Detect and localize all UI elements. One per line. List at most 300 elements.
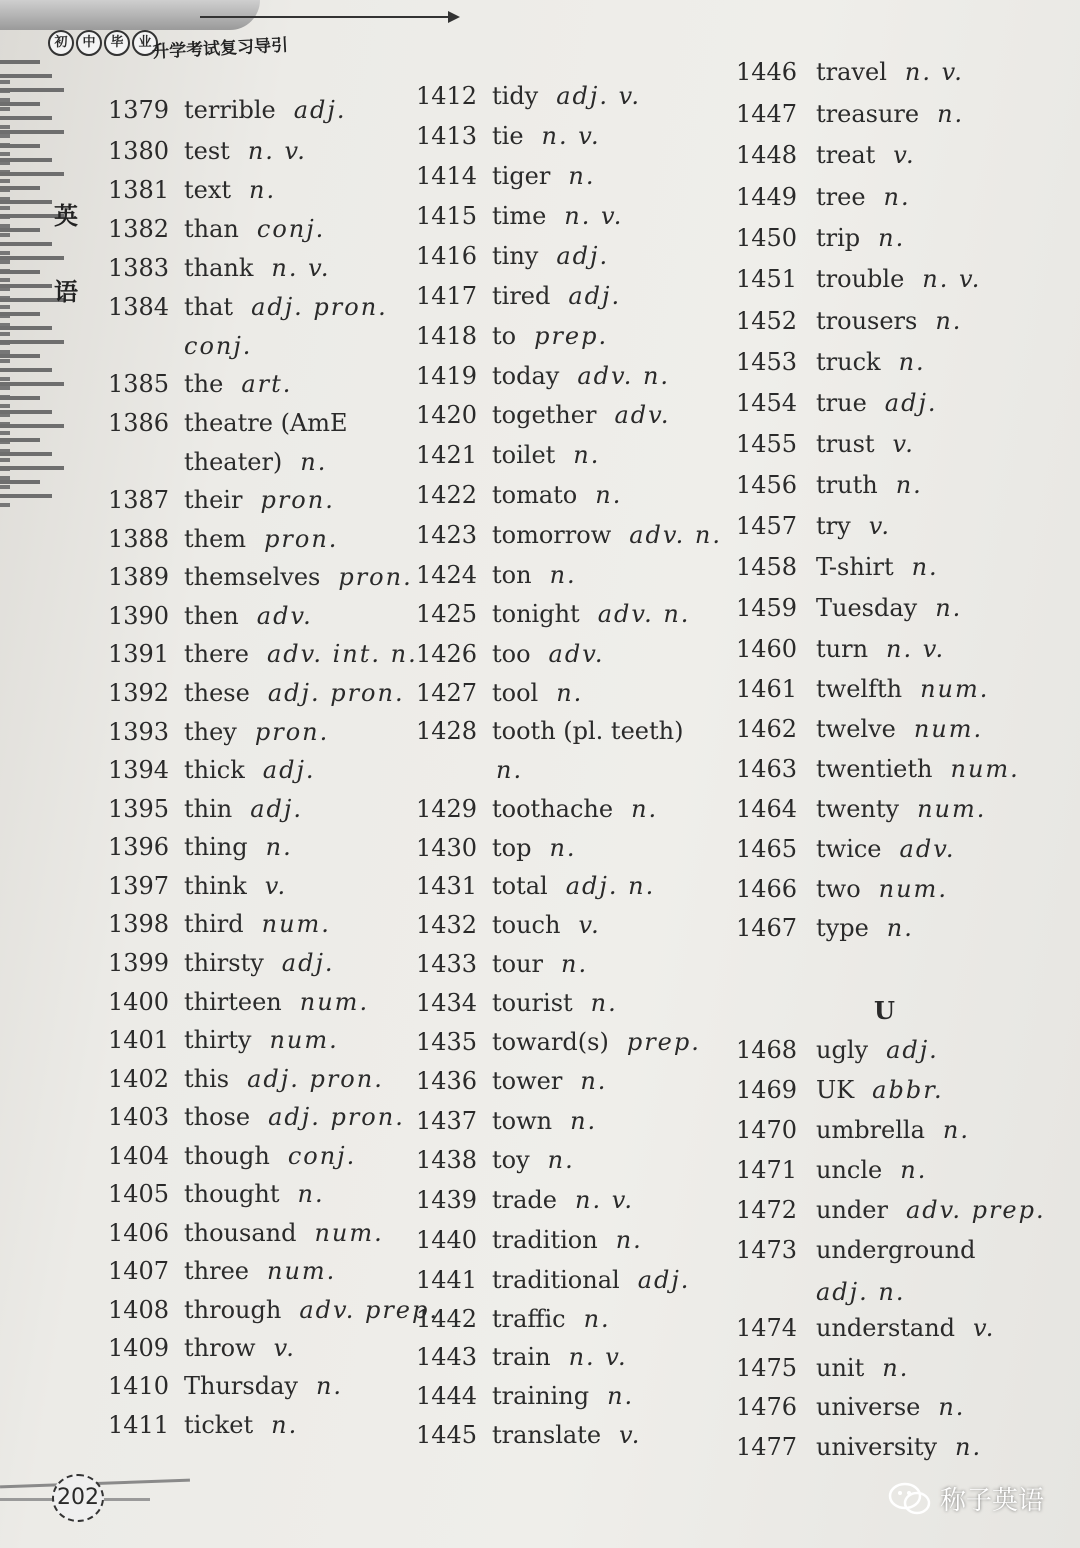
entry-word-line	[184, 1411, 298, 1439]
entry-word-line	[492, 82, 641, 110]
entry-word: universe	[816, 1393, 921, 1421]
entry-number: 1420	[416, 401, 478, 429]
entry-word: try	[816, 512, 851, 540]
entry-number: 1469	[736, 1076, 798, 1104]
entry-word-line	[184, 176, 276, 204]
entry-word-line	[816, 1236, 994, 1264]
entry-number: 1432	[416, 911, 478, 939]
entry-number: 1395	[108, 795, 170, 823]
edge-stripe	[0, 102, 40, 106]
entry-word: tour	[492, 950, 544, 978]
entry-part-of-speech: n. v.	[568, 1343, 628, 1371]
entry-word-line	[492, 521, 722, 549]
entry-word-line	[184, 1180, 325, 1208]
entry-word: under	[816, 1196, 888, 1224]
entry-word: thirteen	[184, 988, 282, 1016]
entry-word-line	[492, 872, 655, 900]
entry-word-line	[492, 362, 670, 390]
header-arrow-head-icon	[448, 11, 460, 23]
edge-stripe	[0, 396, 40, 400]
entry-word: tomato	[492, 481, 578, 509]
entry-number: 1415	[416, 202, 478, 230]
entry-number: 1411	[108, 1411, 170, 1439]
entry-part-of-speech: n.	[883, 183, 911, 211]
entry-part-of-speech: adv.	[548, 640, 605, 668]
entry-word: time	[492, 202, 547, 230]
entry-word: tool	[492, 679, 539, 707]
entry-part-of-speech: n.	[561, 950, 589, 978]
entry-word: together	[492, 401, 597, 429]
entry-part-of-speech: v.	[868, 512, 892, 540]
entry-word: tiger	[492, 162, 551, 190]
entry-part-of-speech: n. v.	[922, 265, 982, 293]
entry-part-of-speech: n. v.	[575, 1186, 635, 1214]
entry-number: 1433	[416, 950, 478, 978]
entry-word: treat	[816, 141, 876, 169]
entry-number: 1392	[108, 679, 170, 707]
entry-number: 1465	[736, 835, 798, 863]
entry-word: thirty	[184, 1026, 252, 1054]
entry-word: throw	[184, 1334, 256, 1362]
entry-number: 1387	[108, 486, 170, 514]
entry-word: thing	[184, 833, 248, 861]
entry-number: 1409	[108, 1334, 170, 1362]
entry-word-line	[492, 911, 601, 939]
entry-word: them	[184, 525, 247, 553]
entry-number: 1476	[736, 1393, 798, 1421]
entry-word: two	[816, 875, 861, 903]
entry-word: test	[184, 137, 230, 165]
entry-number: 1390	[108, 602, 170, 630]
page-number: 202	[52, 1474, 104, 1522]
entry-word: total	[492, 872, 548, 900]
entry-word-line	[184, 370, 292, 398]
entry-part-of-speech: n.	[249, 176, 277, 204]
entry-part-of-speech: v.	[264, 872, 288, 900]
entry-word: true	[816, 389, 867, 417]
entry-word: town	[492, 1107, 553, 1135]
entry-part-of-speech: num.	[299, 988, 370, 1016]
entry-word-line	[184, 293, 388, 321]
entry-word: Thursday	[184, 1372, 298, 1400]
entry-word-line	[184, 1142, 356, 1170]
entry-word: twelfth	[816, 675, 903, 703]
entry-number: 1459	[736, 594, 798, 622]
entry-word: traditional	[492, 1266, 620, 1294]
entry-word-line	[492, 322, 608, 350]
entry-part-of-speech: adj. v.	[556, 82, 641, 110]
entry-word-line	[492, 202, 623, 230]
entry-part-of-speech: adv. n.	[629, 521, 722, 549]
entry-number: 1472	[736, 1196, 798, 1224]
entry-part-of-speech: num.	[314, 1219, 384, 1247]
entry-word: tradition	[492, 1226, 598, 1254]
entry-word: trouble	[816, 265, 905, 293]
entry-number: 1421	[416, 441, 478, 469]
entry-number: 1434	[416, 989, 478, 1017]
entry-word-line	[492, 1266, 690, 1294]
entry-part-of-speech: n.	[886, 914, 914, 942]
entry-word: through	[184, 1296, 282, 1324]
entry-word-line	[492, 481, 622, 509]
entry-number: 1470	[736, 1116, 798, 1144]
entry-part-of-speech: adv. prep.	[905, 1196, 1046, 1224]
entry-part-of-speech: adj. pron.	[268, 1103, 405, 1131]
entry-part-of-speech: n.	[878, 224, 906, 252]
entry-word: tonight	[492, 600, 580, 628]
entry-part-of-speech: pron.	[254, 718, 330, 746]
entry-continuation	[184, 448, 327, 476]
entry-word-line	[184, 525, 338, 553]
entry-part-of-speech: adj. pron.	[267, 679, 405, 707]
entry-number: 1448	[736, 141, 798, 169]
entry-word-line	[184, 96, 346, 124]
header-arrow-line	[200, 16, 450, 18]
entry-word: tower	[492, 1067, 563, 1095]
edge-stripe	[0, 368, 52, 372]
entry-number: 1446	[736, 58, 798, 86]
entry-word: ticket	[184, 1411, 254, 1439]
entry-number: 1463	[736, 755, 798, 783]
entry-part-of-speech: adv. n.	[597, 600, 691, 628]
entry-part-of-speech: pron.	[260, 486, 335, 514]
entry-part-of-speech: n.	[900, 1156, 928, 1184]
entry-number: 1414	[416, 162, 478, 190]
entry-word-line	[184, 1219, 384, 1247]
entry-word-line	[184, 910, 331, 938]
entry-word-line	[492, 717, 701, 745]
entry-number: 1444	[416, 1382, 478, 1410]
entry-number: 1443	[416, 1343, 478, 1371]
entry-part-of-speech: n.	[631, 795, 659, 823]
entry-word-line	[492, 679, 583, 707]
entry-number: 1393	[108, 718, 170, 746]
entry-word-line	[816, 183, 911, 211]
entry-part-of-speech: n.	[315, 1372, 344, 1400]
entry-part-of-speech: adv.	[614, 401, 671, 429]
entry-part-of-speech: n.	[955, 1433, 983, 1461]
entry-word-line	[184, 563, 413, 591]
entry-word-line	[816, 715, 983, 743]
entry-number: 1441	[416, 1266, 478, 1294]
entry-part-of-speech: adj.	[556, 242, 610, 270]
entry-number: 1401	[108, 1026, 170, 1054]
entry-word-line	[816, 1393, 965, 1421]
entry-number: 1461	[736, 675, 798, 703]
entry-number: 1394	[108, 756, 170, 784]
entry-word-line	[184, 795, 303, 823]
edge-stripe	[0, 172, 64, 176]
entry-part-of-speech: n.	[547, 1146, 575, 1174]
entry-word-line	[816, 307, 962, 335]
entry-word-line	[816, 348, 926, 376]
entry-part-of-speech: v.	[273, 1334, 296, 1362]
entry-word-line	[492, 1186, 634, 1214]
entry-number: 1474	[736, 1314, 798, 1342]
entry-word-line	[492, 795, 658, 823]
entry-word: the	[184, 370, 224, 398]
entry-word: training	[492, 1382, 590, 1410]
entry-part-of-speech: adj. n.	[565, 872, 656, 900]
entry-number: 1388	[108, 525, 170, 553]
entry-number: 1430	[416, 834, 478, 862]
entry-word: theatre (AmE	[184, 409, 348, 437]
entry-word-line	[184, 1296, 439, 1324]
entry-word: those	[184, 1103, 251, 1131]
entry-number: 1458	[736, 553, 798, 581]
edge-stripe	[0, 270, 40, 274]
entry-part-of-speech: prep.	[626, 1028, 701, 1056]
entry-word: turn	[816, 635, 869, 663]
entry-word-line	[492, 1107, 597, 1135]
entry-part-of-speech: n.	[570, 1107, 598, 1135]
entry-number: 1426	[416, 640, 478, 668]
entry-word: text	[184, 176, 232, 204]
entry-number: 1429	[416, 795, 478, 823]
entry-word-line	[816, 1116, 970, 1144]
entry-number: 1445	[416, 1421, 478, 1449]
entry-part-of-speech: adj.	[281, 949, 335, 977]
entry-number: 1431	[416, 872, 478, 900]
side-label-english-1: 英	[54, 202, 78, 230]
entry-word-line	[492, 1305, 611, 1333]
entry-number: 1400	[108, 988, 170, 1016]
entry-word-line	[492, 1028, 701, 1056]
entry-part-of-speech: v.	[578, 911, 601, 939]
entry-word-line	[184, 602, 313, 630]
entry-word: toy	[492, 1146, 530, 1174]
entry-number: 1399	[108, 949, 170, 977]
entry-word: though	[184, 1142, 270, 1170]
entry-part-of-speech: n.	[935, 594, 963, 622]
entry-word: trousers	[816, 307, 918, 335]
edge-stripe	[0, 452, 52, 456]
entry-number: 1428	[416, 717, 478, 745]
entry-word: train	[492, 1343, 551, 1371]
entry-word-line	[816, 553, 939, 581]
entry-word: traffic	[492, 1305, 566, 1333]
entry-word: third	[184, 910, 244, 938]
entry-word-line	[816, 1036, 939, 1064]
entry-word: tomorrow	[492, 521, 612, 549]
entry-word-line	[184, 718, 329, 746]
entry-word-line	[492, 561, 577, 589]
entry-word-line	[184, 137, 307, 165]
header-badge: 中	[76, 30, 102, 56]
header-badge: 毕	[104, 30, 130, 56]
entry-word-line	[184, 872, 287, 900]
entry-word: tourist	[492, 989, 573, 1017]
entry-word-line	[184, 949, 335, 977]
entry-part-of-speech: n. v.	[886, 635, 946, 663]
edge-stripe	[0, 200, 52, 204]
entry-part-of-speech: pron.	[264, 525, 339, 553]
entry-part-of-speech: num.	[917, 795, 987, 823]
edge-stripe	[0, 284, 52, 288]
entry-number: 1408	[108, 1296, 170, 1324]
entry-word: toilet	[492, 441, 556, 469]
entry-word: themselves	[184, 563, 321, 591]
entry-number: 1379	[108, 96, 170, 124]
entry-number: 1455	[736, 430, 798, 458]
entry-word-line	[816, 1354, 909, 1382]
entry-word-line	[816, 835, 956, 863]
entry-part-of-speech: n.	[898, 348, 926, 376]
entry-word-line	[816, 1196, 1046, 1224]
entry-number: 1389	[108, 563, 170, 591]
entry-part-of-speech: adj. pron.	[247, 1065, 384, 1093]
entry-word-line	[492, 162, 595, 190]
entry-part-of-speech: n.	[935, 307, 963, 335]
entry-part-of-speech: adj. n.	[816, 1278, 906, 1306]
entry-word: then	[184, 602, 239, 630]
entry-word-line	[816, 914, 914, 942]
entry-part-of-speech: n.	[549, 834, 577, 862]
entry-word-line	[492, 1067, 607, 1095]
entry-word: underground	[816, 1236, 976, 1264]
entry-word: toward(s)	[492, 1028, 609, 1056]
entry-number: 1464	[736, 795, 798, 823]
entry-number: 1412	[416, 82, 478, 110]
entry-number: 1380	[108, 137, 170, 165]
entry-part-of-speech: num.	[913, 715, 984, 743]
entry-word-line	[492, 1146, 575, 1174]
entry-word: they	[184, 718, 237, 746]
entry-word-line	[816, 1314, 995, 1342]
entry-word: than	[184, 215, 239, 243]
edge-stripe	[0, 256, 64, 260]
entry-word: trade	[492, 1186, 557, 1214]
entry-word: unit	[816, 1354, 865, 1382]
entry-part-of-speech: n.	[942, 1116, 971, 1144]
entry-number: 1410	[108, 1372, 170, 1400]
entry-word: thank	[184, 254, 254, 282]
entry-number: 1418	[416, 322, 478, 350]
entry-part-of-speech: n.	[615, 1226, 643, 1254]
entry-number: 1453	[736, 348, 798, 376]
entry-number: 1386	[108, 409, 170, 437]
entry-part-of-speech: adv. prep.	[299, 1296, 439, 1324]
entry-part-of-speech: conj.	[256, 215, 326, 243]
entry-word-line	[492, 834, 577, 862]
entry-word: understand	[816, 1314, 956, 1342]
entry-part-of-speech: n.	[882, 1354, 910, 1382]
entry-part-of-speech: num.	[878, 875, 948, 903]
entry-word-line	[184, 254, 330, 282]
entry-number: 1475	[736, 1354, 798, 1382]
entry-word: their	[184, 486, 243, 514]
entry-part-of-speech: n.	[297, 1180, 325, 1208]
entry-word-line	[816, 471, 923, 499]
entry-word: thought	[184, 1180, 280, 1208]
entry-part-of-speech: n.	[937, 100, 965, 128]
entry-word: uncle	[816, 1156, 883, 1184]
entry-word-line	[184, 1103, 405, 1131]
entry-number: 1419	[416, 362, 478, 390]
entry-part-of-speech: adj.	[293, 96, 347, 124]
edge-stripe	[0, 186, 40, 190]
entry-part-of-speech: conj.	[287, 1142, 357, 1170]
entry-part-of-speech: n.	[580, 1067, 608, 1095]
edge-stripe	[0, 340, 64, 344]
entry-part-of-speech: adj.	[637, 1266, 691, 1294]
entry-word: UK	[816, 1076, 855, 1104]
entry-number: 1383	[108, 254, 170, 282]
entry-number: 1473	[736, 1236, 798, 1264]
entry-number: 1438	[416, 1146, 478, 1174]
edge-stripe	[0, 466, 64, 470]
entry-number: 1397	[108, 872, 170, 900]
entry-number: 1407	[108, 1257, 170, 1285]
entry-word: university	[816, 1433, 938, 1461]
entry-part-of-speech: adj.	[568, 282, 622, 310]
entry-word: too	[492, 640, 531, 668]
entry-number: 1396	[108, 833, 170, 861]
entry-number: 1416	[416, 242, 478, 270]
entry-part-of-speech: num.	[269, 1026, 339, 1054]
entry-number: 1435	[416, 1028, 478, 1056]
entry-word: travel	[816, 58, 887, 86]
edge-stripe	[0, 354, 40, 358]
entry-word-line	[184, 679, 405, 707]
entry-word: to	[492, 322, 517, 350]
entry-word-line	[492, 1226, 643, 1254]
entry-word: this	[184, 1065, 230, 1093]
side-label-english-2: 语	[54, 278, 78, 306]
entry-number: 1381	[108, 176, 170, 204]
entry-word-line	[492, 441, 600, 469]
entry-word-line	[492, 1343, 628, 1371]
entry-part-of-speech: art.	[241, 370, 293, 398]
entry-part-of-speech: num.	[261, 910, 331, 938]
entry-continuation	[816, 1278, 905, 1306]
entry-number: 1427	[416, 679, 478, 707]
entry-number: 1471	[736, 1156, 798, 1184]
entry-word-line	[184, 756, 316, 784]
entry-part-of-speech: n. v.	[904, 58, 964, 86]
entry-part-of-speech: adj.	[884, 389, 938, 417]
entry-word: tired	[492, 282, 551, 310]
entry-number: 1382	[108, 215, 170, 243]
entry-number: 1404	[108, 1142, 170, 1170]
entry-word-line	[816, 875, 948, 903]
entry-number: 1384	[108, 293, 170, 321]
entry-word-line	[816, 675, 989, 703]
entry-word: type	[816, 914, 869, 942]
entry-word: tiny	[492, 242, 539, 270]
entry-part-of-speech: n. v.	[541, 122, 601, 150]
entry-number: 1385	[108, 370, 170, 398]
entry-part-of-speech: conj.	[184, 332, 253, 360]
entry-word-line	[816, 1156, 927, 1184]
edge-stripe	[0, 438, 40, 442]
entry-word: top	[492, 834, 532, 862]
edge-stripe	[0, 424, 64, 428]
entry-number: 1477	[736, 1433, 798, 1461]
entry-number: 1449	[736, 183, 798, 211]
entry-word-line	[492, 989, 618, 1017]
edge-stripe	[0, 312, 40, 316]
entry-word: trust	[816, 430, 875, 458]
entry-word-line	[816, 795, 986, 823]
entry-number: 1468	[736, 1036, 798, 1064]
edge-stripe	[0, 410, 52, 414]
entry-part-of-speech: n.	[568, 162, 596, 190]
entry-word: ugly	[816, 1036, 869, 1064]
header-badges	[48, 30, 158, 56]
entry-word: trip	[816, 224, 861, 252]
entry-word-line	[184, 1257, 336, 1285]
